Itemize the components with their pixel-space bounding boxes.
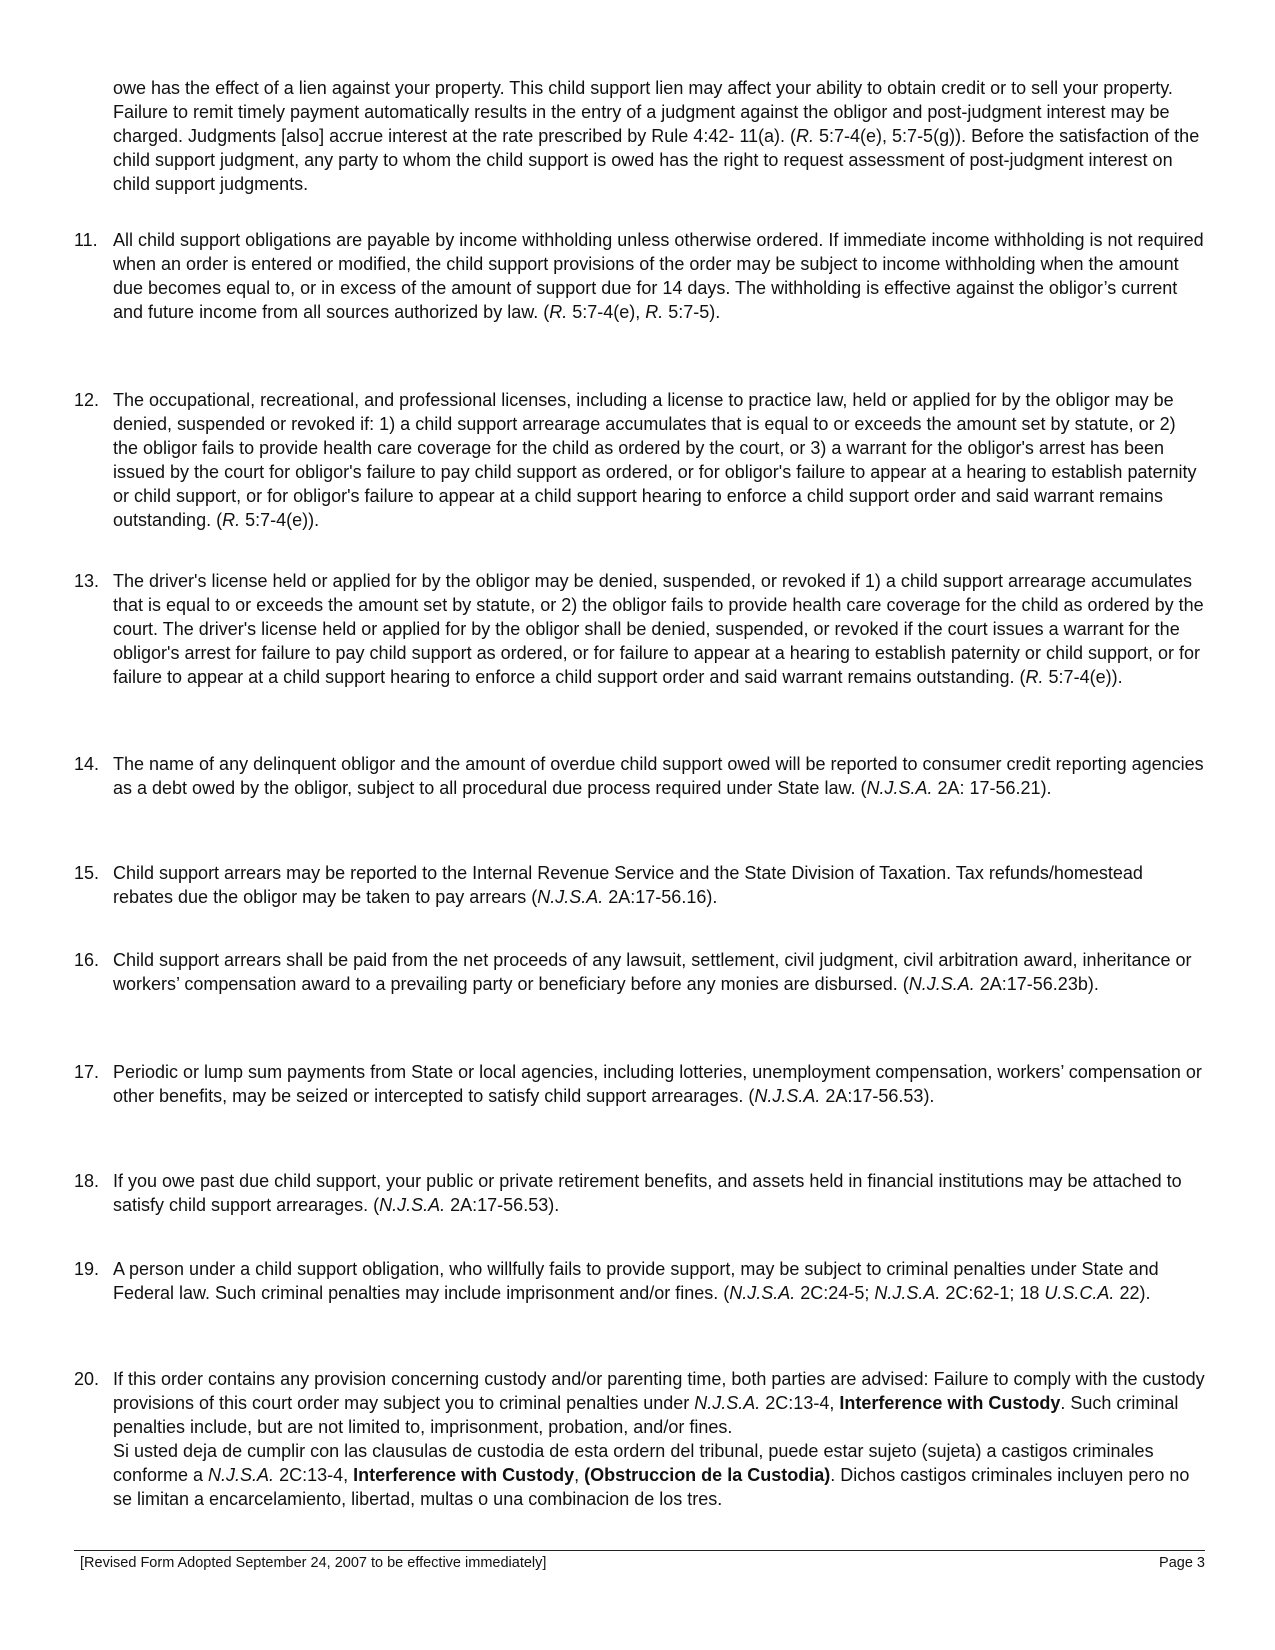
text-segment: 2A:17-56.16). — [603, 887, 718, 907]
text-segment: 5:7-4(e)). — [240, 510, 320, 530]
list-item-16 — [74, 948, 1205, 996]
list-item-19 — [74, 1257, 1205, 1305]
text-segment: , — [574, 1465, 585, 1485]
text-segment: 5:7-4(e), 5:7-5(g)). Before the satisfaction of the child support judgment, any party to whom the child support is owed has the right to request assessment of post-judgment interest on child support judgments. — [113, 126, 1200, 194]
text-segment: owe has the effect of a lien against your property. This child support lien may affect your ability to obtain credit or to sell your property. Failure to remit timely payment automatically results in the entry of a judgment against the obligor and post-judgment interest may be charged. Judgments [also] accrue interest at the rate prescribed by Rule 4:42- 11(a). ( — [113, 78, 1173, 146]
item-number: 20. — [74, 1369, 100, 1389]
citation-text: U.S.C.A. — [1044, 1283, 1115, 1303]
list-item-20 — [74, 1367, 1205, 1511]
footer-divider — [74, 1550, 1205, 1551]
page-number: Page 3 — [1159, 1555, 1205, 1571]
item-number: 17. — [74, 1062, 100, 1082]
text-segment: Child support arrears may be reported to the Internal Revenue Service and the State Division of Taxation. Tax refunds/homestead rebates due the obligor may be taken to pay arrears ( — [113, 863, 1143, 907]
citation-text: N.J.S.A. — [866, 778, 933, 798]
bold-text: (Obstruccion de la Custodia) — [584, 1465, 831, 1485]
text-segment: If you owe past due child support, your public or private retirement benefits, and assets held in financial institutions may be attached to satisfy child support arrearages. ( — [113, 1171, 1182, 1215]
list-item-14 — [74, 752, 1205, 800]
item-number: 13. — [74, 571, 100, 591]
list-item-11 — [74, 228, 1205, 324]
text-segment: The driver's license held or applied for by the obligor may be denied, suspended, or revoked if 1) a child support arrearage accumulates that is equal to or exceeds the amount set by statute, or 2) the obligor fails to provide health care coverage for the child as ordered by the court. The driver's license held or applied for by the obligor shall be denied, suspended, or revoked if the court issues a warrant for the obligor's arrest for failure to pay child support as ordered, or for failure to appear at a hearing to establish paternity or child support, or for failure to appear at a child support hearing to enforce a child support order and said warrant remains outstanding. ( — [113, 571, 1204, 687]
text-segment: 2A:17-56.53). — [445, 1195, 560, 1215]
text-segment: . Dichos castigos criminales incluyen pero no se limitan a encarcelamiento, libertad, multas o una combinacion de los tres. — [113, 1465, 1190, 1509]
citation-text: N.J.S.A. — [208, 1465, 275, 1485]
item-number: 14. — [74, 754, 100, 774]
citation-text: R. — [549, 302, 568, 322]
text-segment: All child support obligations are payable by income withholding unless otherwise ordered. If immediate income withholding is not required when an order is entered or modified, the child support provisions of the order may be subject to income withholding when the amount due becomes equal to, or in excess of the amount of support due for 14 days. The withholding is effective against the obligor’s current and future income from all sources authorized by law. ( — [113, 230, 1204, 322]
citation-text: N.J.S.A. — [874, 1283, 941, 1303]
text-segment: 5:7-5). — [663, 302, 721, 322]
citation-text: N.J.S.A. — [754, 1086, 821, 1106]
intro-paragraph — [113, 76, 1205, 196]
list-item-15 — [74, 861, 1205, 909]
text-segment: If this order contains any provision concerning custody and/or parenting time, both parties are advised: Failure to comply with the custody provisions of this court order may subject you to criminal penalties under — [113, 1369, 1205, 1413]
text-segment: Periodic or lump sum payments from State or local agencies, including lotteries, unemployment compensation, workers’ compensation or other benefits, may be seized or intercepted to satisfy child support arrearages. ( — [113, 1062, 1202, 1106]
item-text — [113, 569, 1205, 689]
text-segment: 5:7-4(e)). — [1043, 667, 1123, 687]
citation-text: R. — [645, 302, 664, 322]
list-item-17 — [74, 1060, 1205, 1108]
item-number: 15. — [74, 863, 100, 883]
citation-text: R. — [796, 126, 815, 146]
text-segment: The name of any delinquent obligor and the amount of overdue child support owed will be reported to consumer credit reporting agencies as a debt owed by the obligor, subject to all procedural due process required under State law. ( — [113, 754, 1204, 798]
item-text — [113, 1060, 1205, 1108]
text-segment: 2A:17-56.23b). — [974, 974, 1099, 994]
text-segment: 5:7-4(e), — [567, 302, 646, 322]
text-segment: The occupational, recreational, and professional licenses, including a license to practice law, held or applied for by the obligor may be denied, suspended or revoked if: 1) a child support arrearage accumulates that is equal to or exceeds the amount set by statute, or 2) the obligor fails to provide health care coverage for the child as ordered by the court, or 3) a warrant for the obligor's arrest has been issued by the court for obligor's failure to pay child support as ordered, or for obligor's failure to appear at a hearing to establish paternity or child support, or for obligor's failure to appear at a child support hearing to enforce a child support order and said warrant remains outstanding. ( — [113, 390, 1197, 530]
item-text — [113, 1367, 1205, 1511]
text-segment: 2A:17-56.53). — [820, 1086, 935, 1106]
text-segment: . Such criminal penalties include, but are not limited to, imprisonment, probation, and/or fines. — [113, 1393, 1179, 1437]
item-number: 16. — [74, 950, 100, 970]
text-segment: 22). — [1114, 1283, 1151, 1303]
item-text — [113, 948, 1205, 996]
item-text — [113, 1169, 1205, 1217]
citation-text: R. — [1025, 667, 1044, 687]
text-segment: 2C:24-5; — [795, 1283, 875, 1303]
citation-text: R. — [222, 510, 241, 530]
citation-text: N.J.S.A. — [694, 1393, 761, 1413]
text-segment: Si usted deja de cumplir con las clausulas de custodia de esta ordern del tribunal, puede estar sujeto (sujeta) a castigos criminales conforme a — [113, 1441, 1154, 1485]
text-segment: A person under a child support obligation, who willfully fails to provide support, may be subject to criminal penalties under State and Federal law. Such criminal penalties may include imprisonment and/or fines. ( — [113, 1259, 1159, 1303]
item-text — [113, 752, 1205, 800]
citation-text: N.J.S.A. — [729, 1283, 796, 1303]
list-item-18 — [74, 1169, 1205, 1217]
text-segment: 2C:62-1; 18 — [940, 1283, 1045, 1303]
list-item-13 — [74, 569, 1205, 689]
text-segment: Child support arrears shall be paid from the net proceeds of any lawsuit, settlement, civil judgment, civil arbitration award, inheritance or workers’ compensation award to a prevailing party or beneficiary before any monies are disbursed. ( — [113, 950, 1192, 994]
citation-text: N.J.S.A. — [537, 887, 604, 907]
citation-text: N.J.S.A. — [379, 1195, 446, 1215]
item-number: 11. — [74, 230, 98, 250]
citation-text: N.J.S.A. — [908, 974, 975, 994]
footer-revision-note: [Revised Form Adopted September 24, 2007 to be effective immediately] — [80, 1555, 547, 1571]
item-text — [113, 228, 1205, 324]
text-segment: 2C:13-4, — [274, 1465, 354, 1485]
item-number: 18. — [74, 1171, 100, 1191]
item-number: 19. — [74, 1259, 100, 1279]
item-text — [113, 388, 1205, 532]
text-segment: 2A: 17-56.21). — [932, 778, 1052, 798]
list-item-12 — [74, 388, 1205, 532]
bold-text: Interference with Custody — [839, 1393, 1061, 1413]
text-segment: 2C:13-4, — [760, 1393, 840, 1413]
item-text — [113, 1257, 1205, 1305]
bold-text: Interference with Custody — [353, 1465, 575, 1485]
item-text — [113, 861, 1205, 909]
item-number: 12. — [74, 390, 100, 410]
